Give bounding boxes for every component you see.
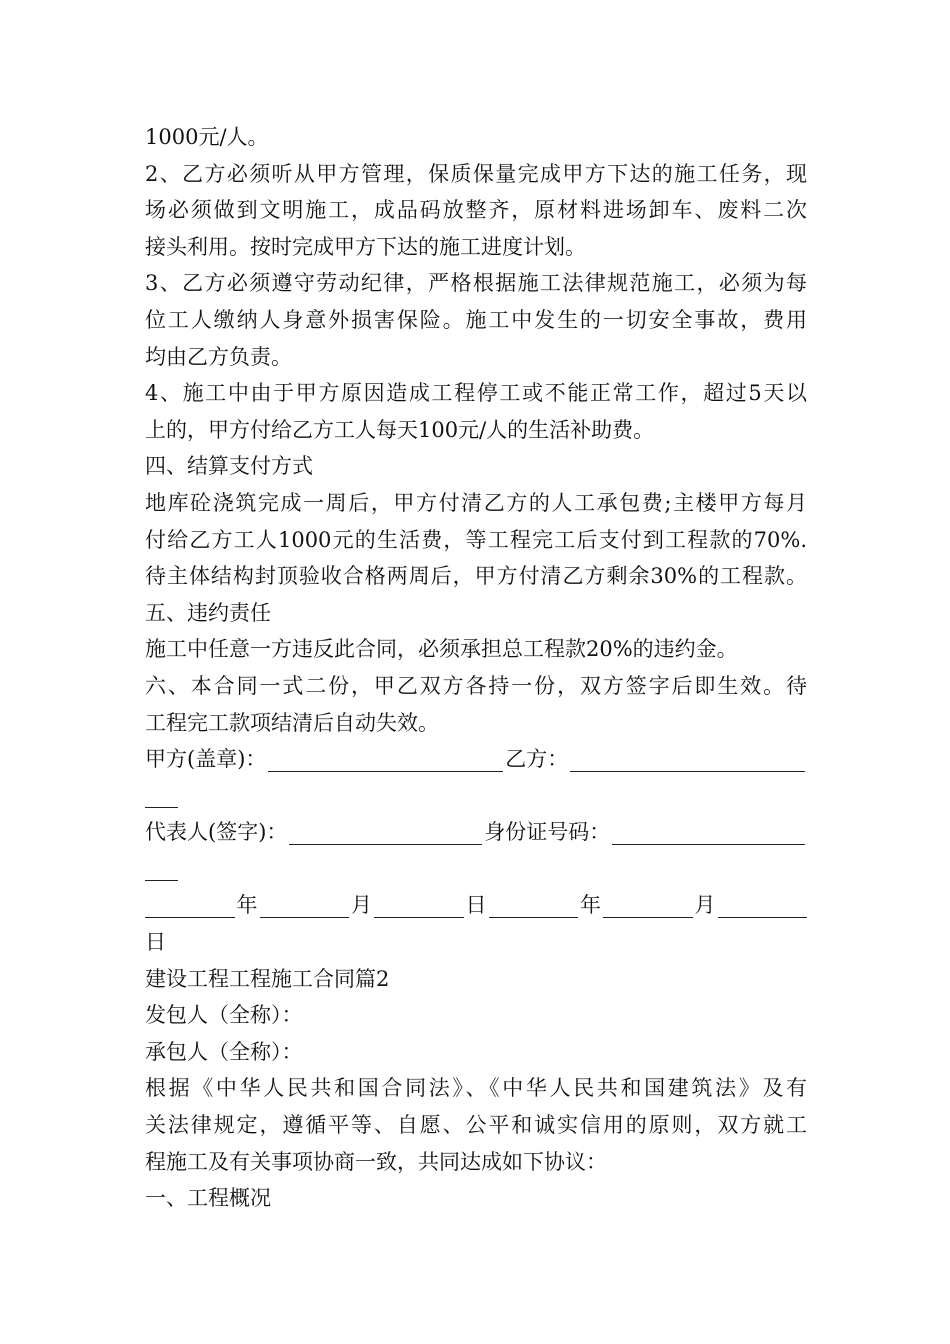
signature-row-representative — [145, 814, 807, 851]
text-line: 3、乙方必须遵守劳动纪律，严格根据施工法律规范施工，必须为每 — [145, 271, 807, 296]
party-b-blank — [570, 747, 805, 772]
section-heading: 四、结算支付方式 — [145, 454, 313, 479]
text-line: 关法律规定，遵循平等、自愿、公平和诚实信用的原则，双方就工 — [145, 1113, 807, 1138]
text-line: 4、施工中由于甲方原因造成工程停工或不能正常工作，超过5天以 — [145, 381, 807, 406]
text-line: 施工中任意一方违反此合同，必须承担总工程款20%的违约金。 — [145, 637, 738, 662]
text-line: 接头利用。按时完成甲方下达的施工进度计划。 — [145, 234, 586, 259]
document-title: 建设工程工程施工合同篇2 — [145, 966, 390, 991]
month-blank — [603, 893, 693, 918]
party-b-label: 乙方： — [505, 747, 569, 772]
overflow-blank — [145, 856, 178, 881]
signature-row-overflow — [145, 778, 807, 815]
year-blank — [145, 893, 235, 918]
text-line: 六、本合同一式二份，甲乙双方各持一份，双方签字后即生效。待 — [145, 673, 807, 698]
party-a-label: 甲方(盖章)： — [145, 747, 267, 772]
section-heading: 五、违约责任 — [145, 600, 271, 625]
id-number-blank — [612, 820, 805, 845]
text-line: 均由乙方负责。 — [145, 344, 292, 369]
text-line: 程施工及有关事项协商一致，共同达成如下协议： — [145, 1149, 607, 1174]
employer-line: 发包人（全称）： — [145, 1003, 303, 1028]
representative-blank — [289, 820, 482, 845]
text-line: 场必须做到文明施工，成品码放整齐，原材料进场卸车、废料二次 — [145, 198, 807, 223]
representative-label: 代表人(签字)： — [145, 820, 288, 845]
overflow-blank — [145, 783, 178, 808]
signature-row-party — [145, 741, 807, 778]
text-line: 地库砼浇筑完成一周后，甲方付清乙方的人工承包费;主楼甲方每月 — [145, 490, 807, 515]
day-blank — [374, 893, 464, 918]
day-label: 日 — [465, 893, 487, 918]
year-label: 年 — [236, 893, 258, 918]
signature-row-overflow — [145, 851, 807, 888]
month-label: 月 — [351, 893, 372, 918]
year-blank — [489, 893, 579, 918]
text-line: 工程完工款项结清后自动失效。 — [145, 710, 439, 735]
date-row — [145, 887, 807, 924]
month-label: 月 — [694, 893, 716, 918]
text-line: 待主体结构封顶验收合格两周后，甲方付清乙方剩余30%的工程款。 — [145, 564, 807, 589]
document-page — [145, 119, 807, 1217]
id-number-label: 身份证号码： — [484, 820, 611, 845]
section-heading: 一、工程概况 — [145, 1186, 271, 1211]
party-a-blank — [268, 747, 503, 772]
text-line: 上的，甲方付给乙方工人每天100元/人的生活补助费。 — [145, 417, 655, 442]
text-line: 位工人缴纳人身意外损害保险。施工中发生的一切安全事故，费用 — [145, 307, 807, 332]
text-line: 付给乙方工人1000元的生活费，等工程完工后支付到工程款的70%. — [145, 527, 807, 552]
text-line: 根据《中华人民共和国合同法》、《中华人民共和国建筑法》及有 — [145, 1076, 807, 1101]
contractor-line: 承包人（全称）： — [145, 1039, 303, 1064]
text-line: 1000元/人。 — [145, 125, 269, 149]
day-label-wrapped: 日 — [145, 930, 166, 955]
year-label: 年 — [580, 893, 601, 918]
text-line: 2、乙方必须听从甲方管理，保质保量完成甲方下达的施工任务，现 — [145, 161, 807, 186]
day-blank — [718, 893, 808, 918]
month-blank — [260, 893, 350, 918]
